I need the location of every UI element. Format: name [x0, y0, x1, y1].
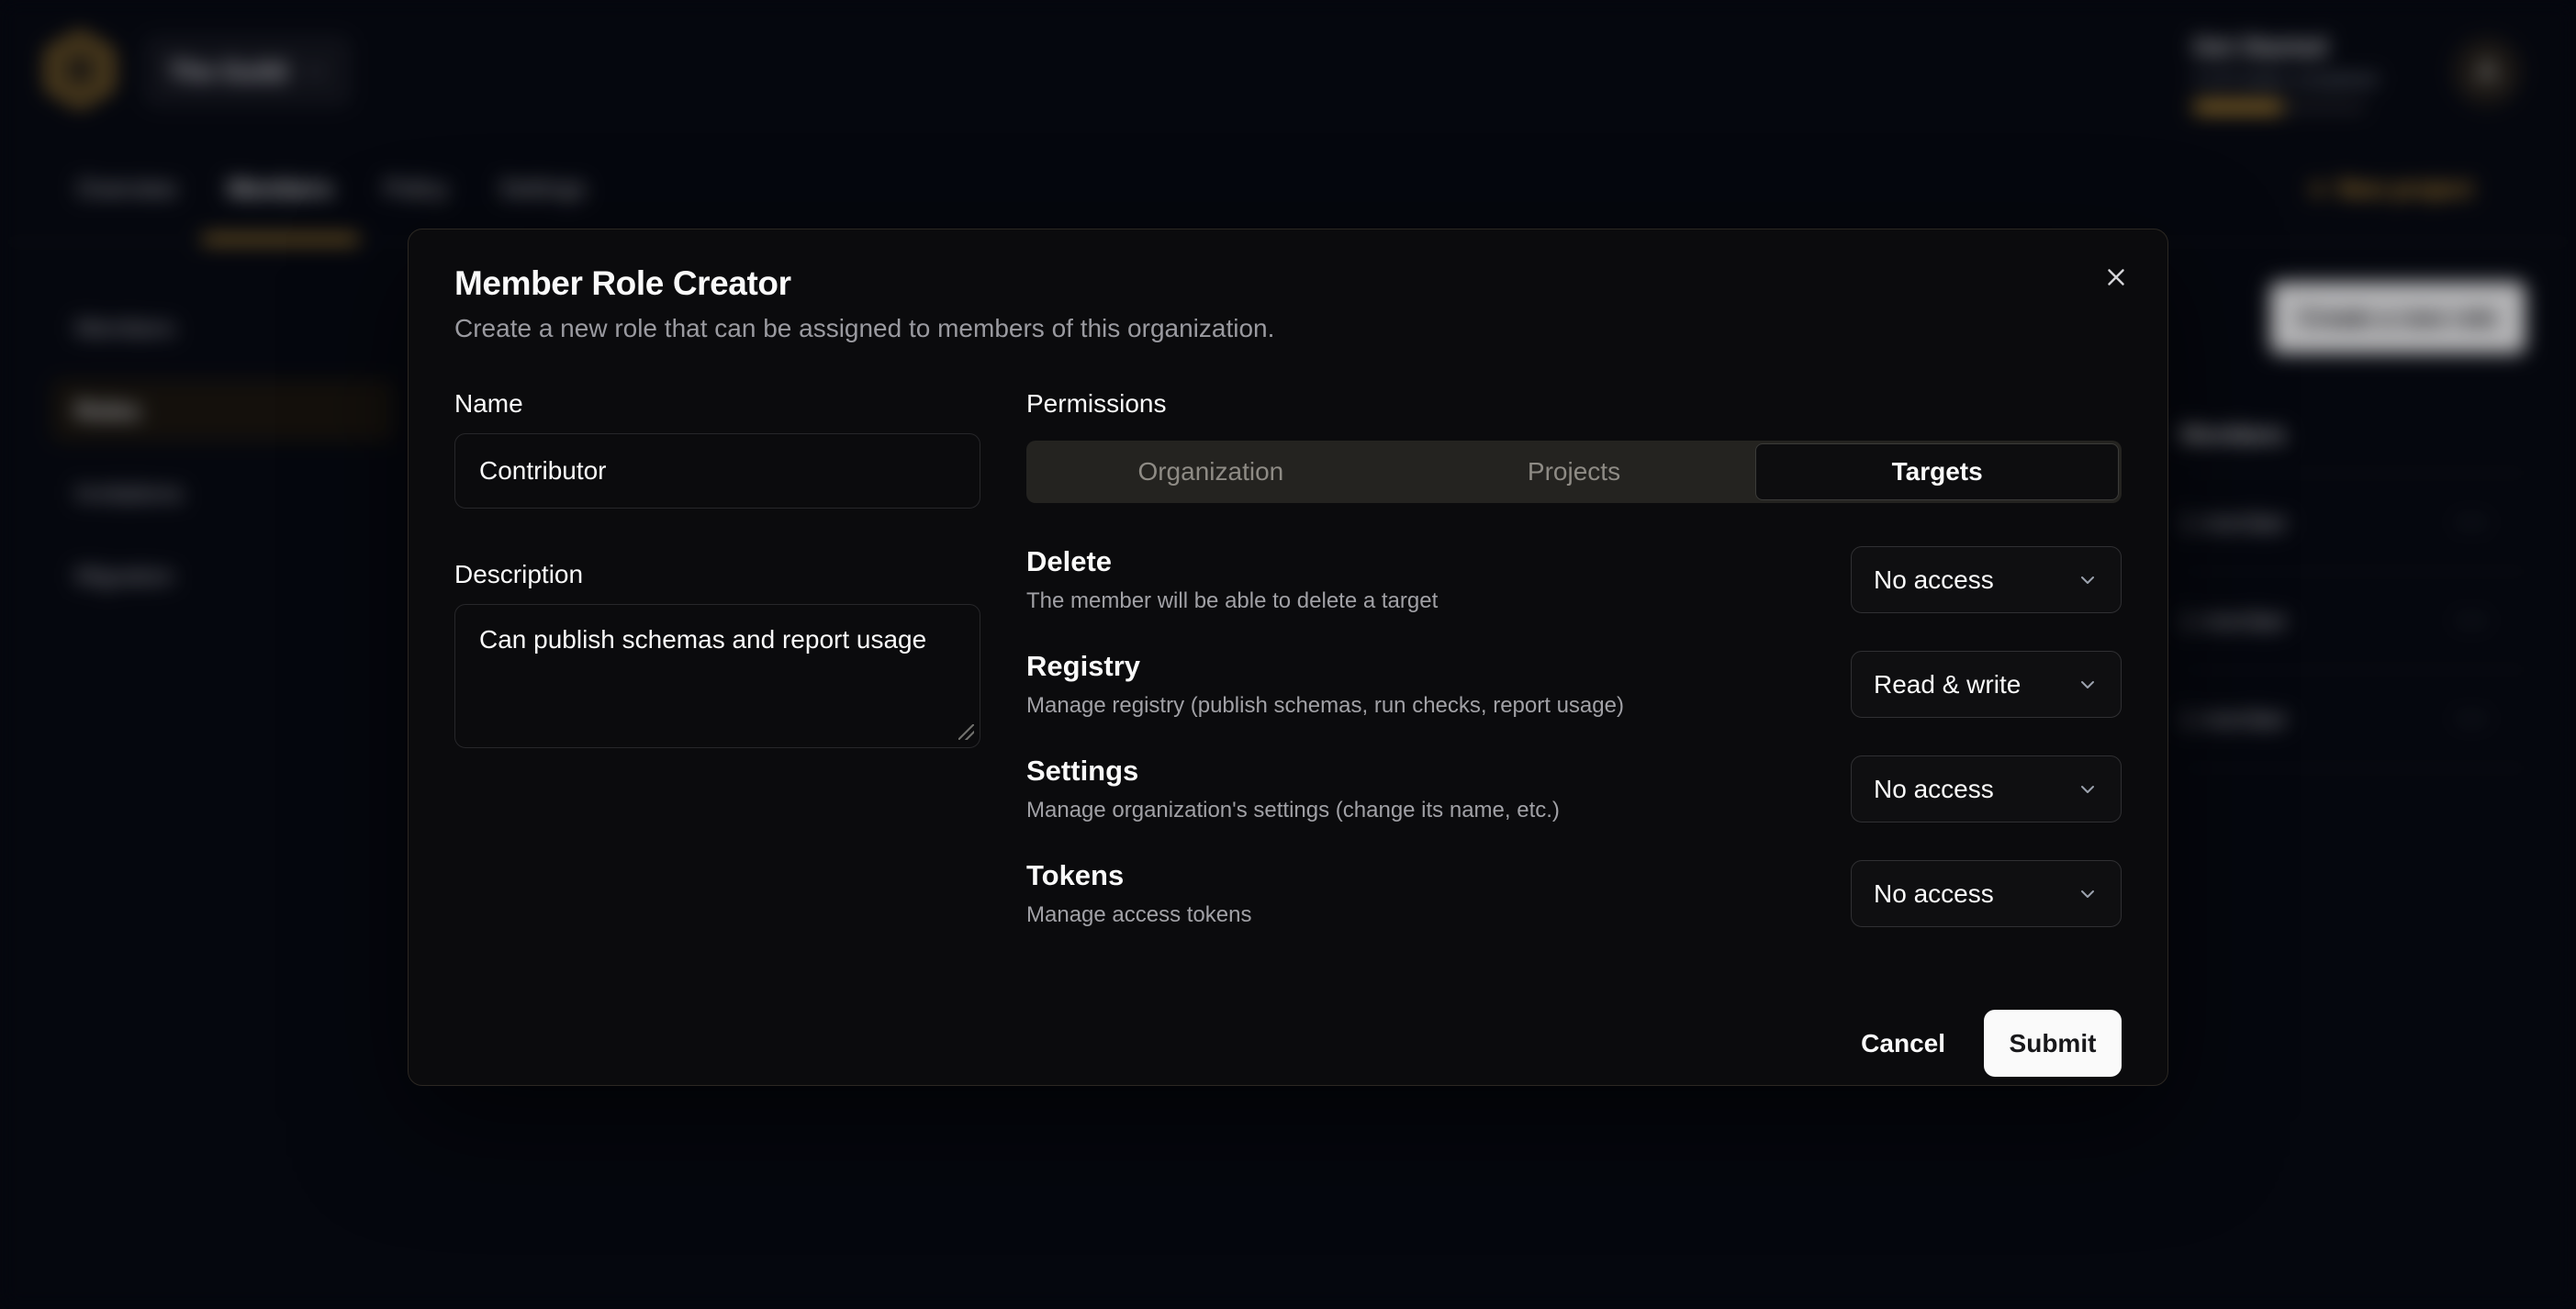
permission-row-settings: [1026, 755, 2122, 823]
tab-overview-label: Overview: [77, 174, 177, 202]
permission-title: Delete: [1026, 545, 1113, 577]
select-value: No access: [1874, 565, 1994, 594]
permissions-column: [1026, 389, 2122, 964]
permission-texts: [1026, 545, 1438, 614]
select-value: No access: [1874, 774, 1994, 803]
cancel-button[interactable]: Cancel: [1854, 1029, 1953, 1058]
sidebar-members-label: Members: [75, 313, 175, 341]
role-member-count: 1 member: [2180, 704, 2289, 733]
permission-description: The member will be able to delete a target: [1026, 588, 1439, 613]
description-textarea[interactable]: [454, 604, 980, 748]
role-fields-column: [454, 389, 980, 964]
new-project-label: New project: [2336, 174, 2473, 202]
modal-subtitle: Create a new role that can be assigned to members of this organization.: [454, 314, 1275, 342]
select-value: Read & write: [1874, 669, 2022, 699]
org-name: The Guild: [169, 56, 288, 85]
tab-policy-label: Policy: [384, 174, 448, 202]
permissions-label: Permissions: [1026, 389, 1167, 418]
sidebar-migration-label: Migration: [75, 561, 174, 589]
registry-access-select[interactable]: [1851, 651, 2122, 718]
sidebar-roles-label: Roles: [75, 396, 140, 424]
modal-body: [454, 389, 2122, 964]
permission-row-registry: [1026, 650, 2122, 719]
tokens-access-select[interactable]: [1851, 860, 2122, 927]
row-menu-button[interactable]: ⋯: [2456, 700, 2531, 737]
permission-title: Registry: [1026, 650, 1141, 682]
name-label: Name: [454, 389, 523, 418]
permission-description: Manage organization's settings (change its name, etc.): [1026, 798, 1560, 822]
get-started-subtitle: 3 of 6 tasks completed: [2193, 70, 2378, 90]
row-menu-button[interactable]: ⋯: [2456, 602, 2531, 639]
permission-row-tokens: [1026, 859, 2122, 928]
permission-title: Tokens: [1026, 859, 1125, 891]
permission-texts: [1026, 650, 1624, 719]
get-started-title: Get Started: [2193, 33, 2327, 61]
chevron-down-icon: [2077, 778, 2099, 800]
role-member-count: 1 member: [2180, 508, 2289, 536]
member-role-creator-modal: [408, 229, 2168, 1086]
row-menu-button[interactable]: ⋯: [2456, 504, 2531, 541]
permission-description: Manage registry (publish schemas, run checks, report usage): [1026, 693, 1624, 718]
permission-texts: [1026, 755, 1560, 823]
modal-footer: [454, 1010, 2122, 1077]
settings-access-select[interactable]: [1851, 755, 2122, 822]
modal-title: Member Role Creator: [454, 264, 791, 302]
plus-icon: +: [2309, 172, 2326, 206]
close-icon: [2102, 263, 2130, 291]
tab-members-label: Members: [228, 174, 333, 202]
select-value: No access: [1874, 878, 1994, 908]
chevron-down-icon: [2077, 674, 2099, 696]
permission-description: Manage access tokens: [1026, 902, 1252, 927]
permissions-scope-tabs: [1026, 441, 2122, 503]
role-member-count: 1 member: [2180, 606, 2289, 634]
tab-settings-label: Settings: [498, 174, 586, 202]
description-label: Description: [454, 560, 584, 588]
scope-tab-targets[interactable]: Targets: [1755, 443, 2119, 500]
close-button[interactable]: [2096, 257, 2136, 297]
permission-texts: [1026, 859, 1251, 928]
submit-button[interactable]: Submit: [1984, 1010, 2122, 1077]
permission-row-delete: [1026, 545, 2122, 614]
chevron-down-icon: [2077, 883, 2099, 905]
create-new-role-button[interactable]: Create a new role: [2270, 282, 2526, 353]
chevron-down-icon: [2077, 569, 2099, 591]
scope-tab-projects[interactable]: Projects: [1393, 443, 1756, 500]
delete-access-select[interactable]: [1851, 546, 2122, 613]
roles-table-header-members: Members: [2180, 420, 2531, 474]
permission-title: Settings: [1026, 755, 1139, 787]
scope-tab-organization[interactable]: Organization: [1029, 443, 1393, 500]
name-input[interactable]: [454, 433, 980, 509]
description-wrapper: [454, 604, 980, 748]
sidebar-invitations-label: Invitations: [75, 478, 184, 507]
permission-rows: [1026, 545, 2122, 928]
